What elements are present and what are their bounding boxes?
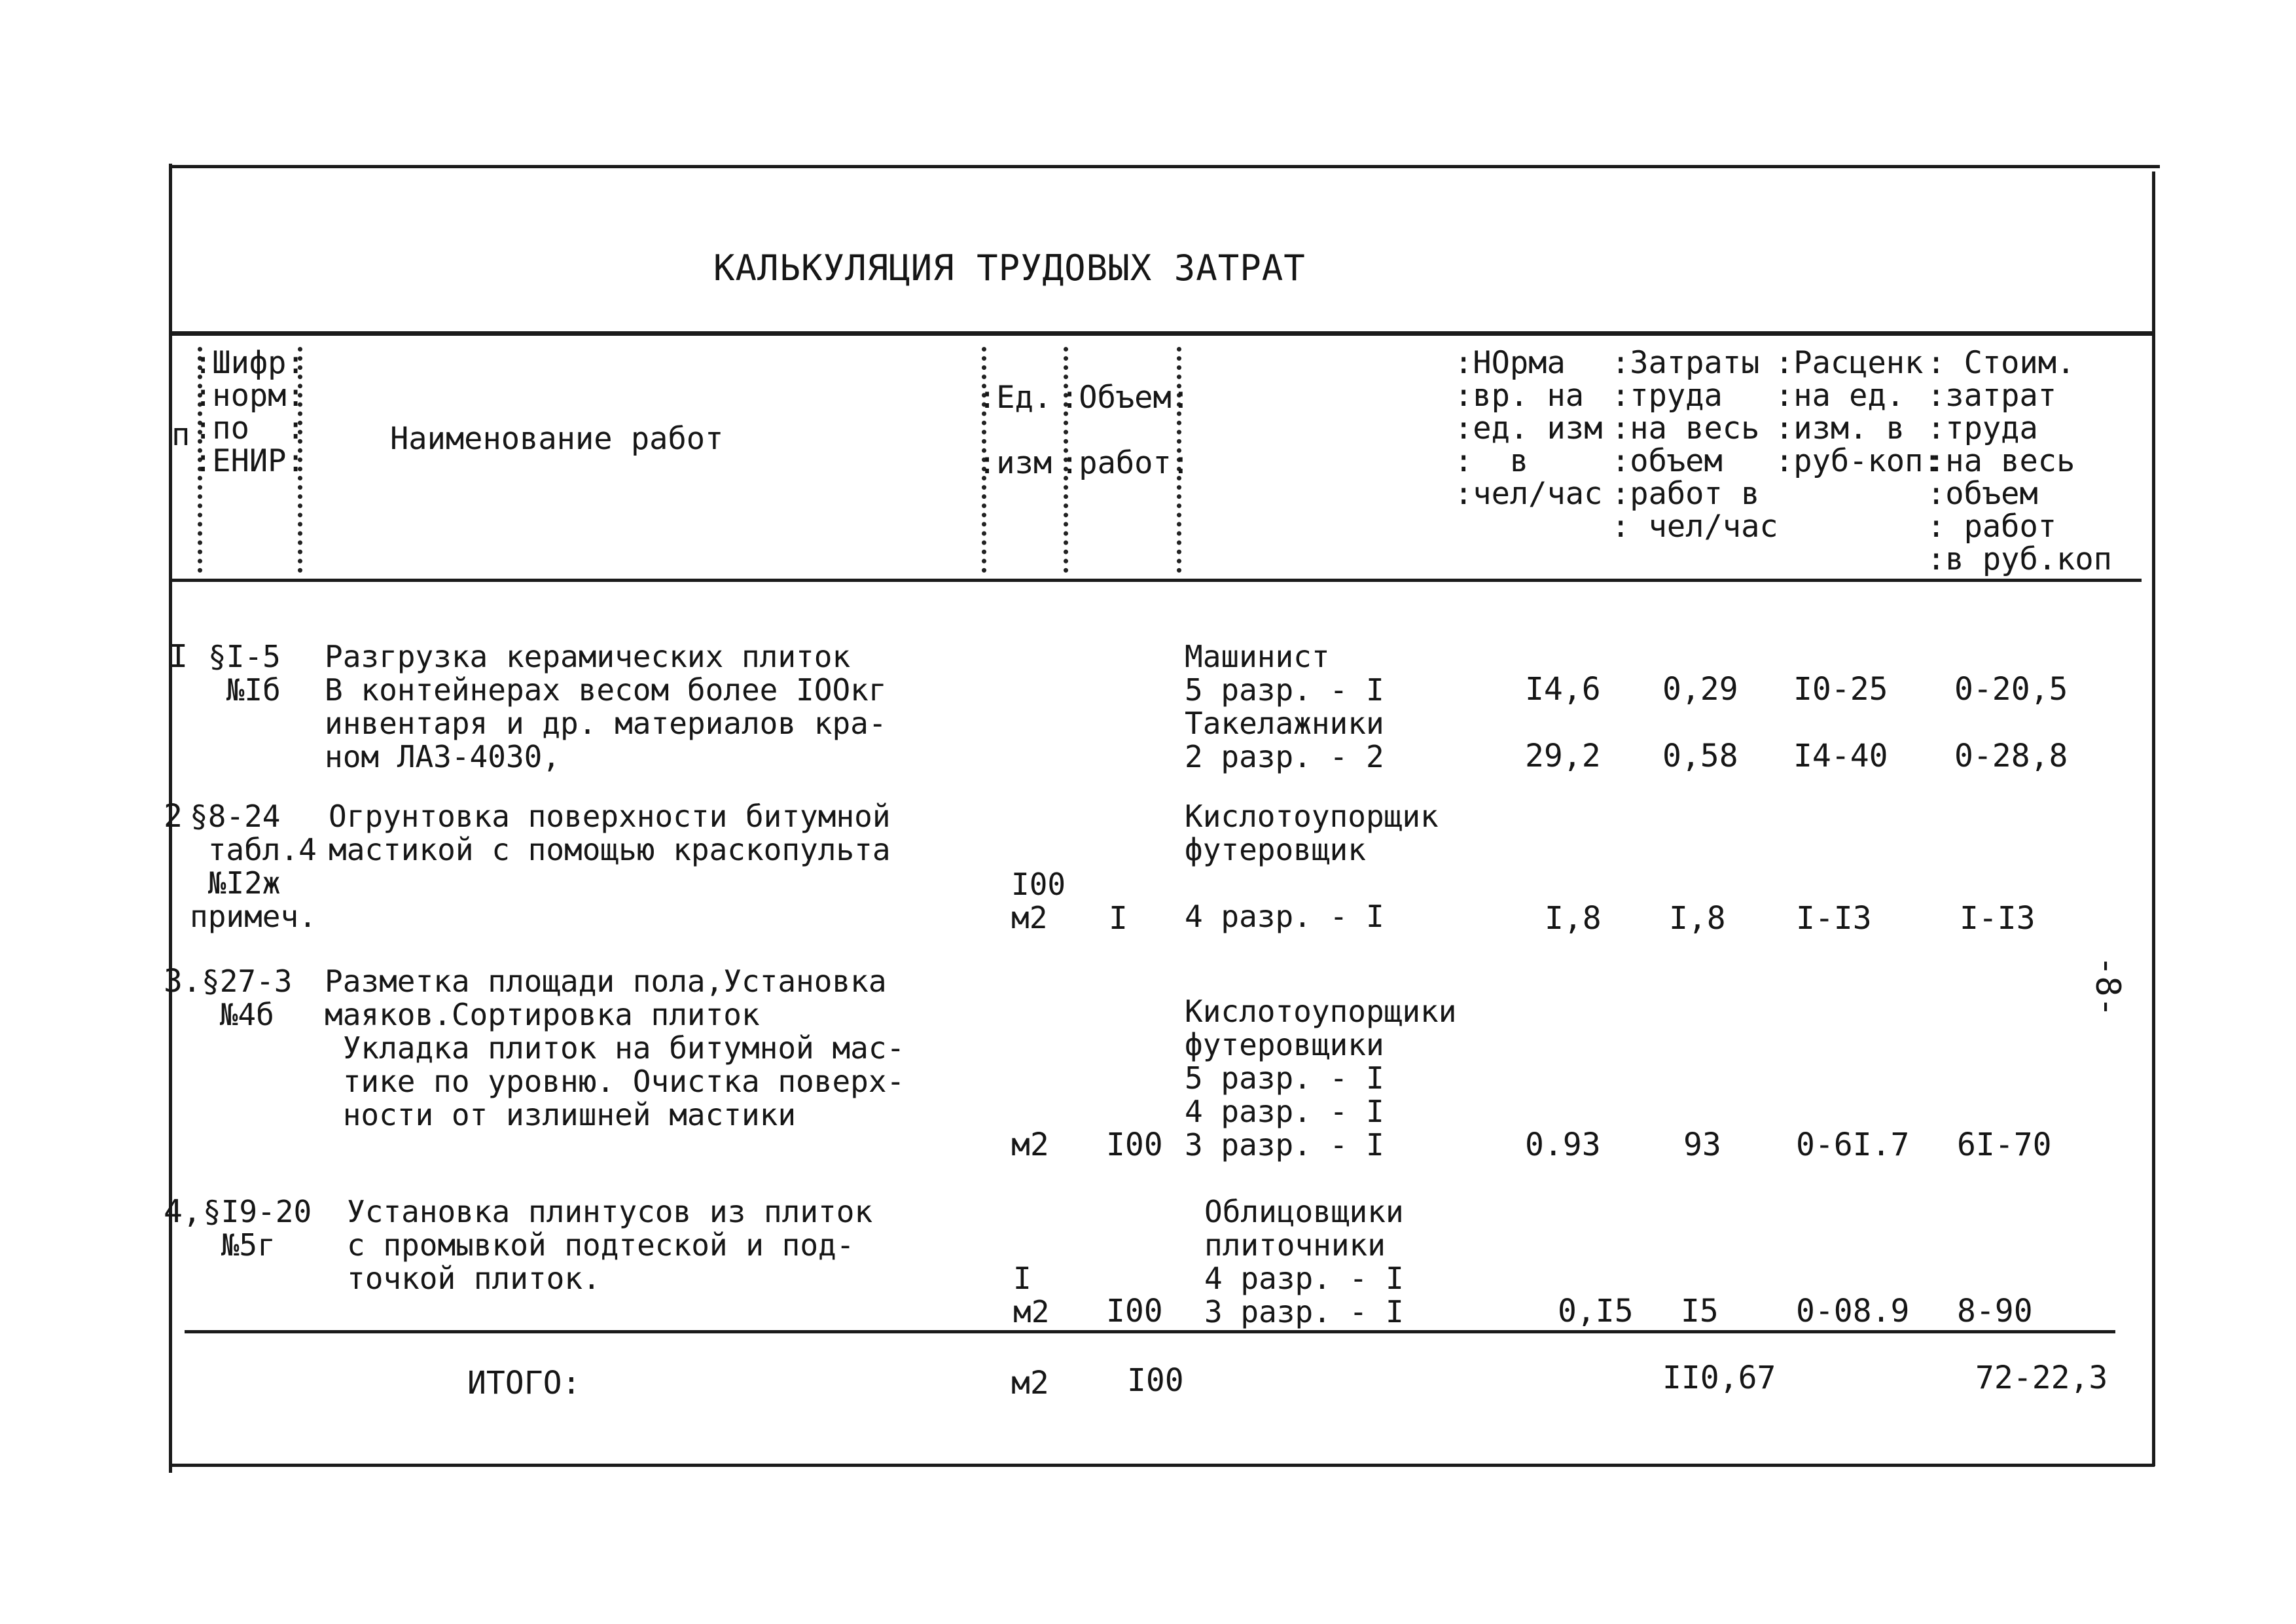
- row-labor: I,8: [1669, 900, 1726, 937]
- row-cost: 0-20,5: [1954, 671, 2068, 708]
- col-header-code: :Шифр: :норм: :по : :ЕНИР:: [194, 345, 305, 479]
- row-code: §8-24 табл.4 №I2ж примеч.: [190, 799, 317, 934]
- row-cost: 6I-70: [1957, 1127, 2052, 1163]
- total-unit: м2: [1011, 1365, 1049, 1401]
- frame-top: [171, 165, 2160, 168]
- row-number: I: [169, 638, 188, 675]
- row-work-name: Огрунтовка поверхности битумной мастикой с помощью краскопульта: [329, 799, 891, 867]
- row-norm: 0,I5: [1558, 1293, 1634, 1329]
- row-work-name: Разгрузка керамических плиток В контейнерах весом более IOOкг инвентаря и др. материалов кра- ном ЛАЗ-4030,: [325, 639, 887, 774]
- row-labor: 0,29: [1662, 671, 1738, 708]
- col-header-volume: :Объем: :работ:: [1060, 380, 1191, 481]
- page-title: КАЛЬКУЛЯЦИЯ ТРУДОВЫХ ЗАТРАТ: [713, 247, 1306, 289]
- row-volume: I: [1109, 900, 1128, 937]
- row-volume: I00: [1106, 1127, 1163, 1163]
- col-header-rate: :Расценк :на ед. :изм. в :руб-коп:: [1775, 345, 1942, 479]
- header-bottom-rule: [171, 579, 2142, 582]
- row-workers: Машинист 5 разр. - I Такелажники 2 разр. - 2: [1185, 639, 1384, 774]
- header-top-rule: [171, 331, 2155, 336]
- row-workers: Кислотоупорщик футеровщик 4 разр. - I: [1185, 799, 1439, 934]
- row-workers: Облицовщики плиточники 4 разр. - I 3 разр. - I: [1204, 1194, 1404, 1329]
- row-cost: 0-28,8: [1954, 738, 2068, 774]
- row-code: §I9-20 №5г: [203, 1194, 312, 1263]
- col-header-name: Наименование работ: [390, 421, 724, 457]
- row-code: §27-3 №4б: [202, 964, 293, 1032]
- row-volume: I00: [1106, 1293, 1163, 1329]
- row-workers: Кислотоупорщики футеровщики 5 разр. - I 4 разр. - I 3 разр. - I: [1185, 994, 1457, 1163]
- row-norm: I,8: [1545, 900, 1602, 937]
- row-unit: I00 м2: [1011, 867, 1066, 935]
- row-number: 3.: [164, 963, 202, 1000]
- row-work-name: Установка плинтусов из плиток с промывкой подтеской и под- точкой плиток.: [347, 1194, 873, 1296]
- row-number: 4,: [164, 1193, 202, 1230]
- total-labor: II0,67: [1662, 1360, 1776, 1396]
- row-rate: I4-40: [1793, 738, 1888, 774]
- col-header-labor: :Затраты :труда :на весь :объем :работ в : чел/час: [1611, 345, 1778, 545]
- row-unit: I м2: [1013, 1261, 1050, 1329]
- row-rate: 0-6I.7: [1796, 1127, 1910, 1163]
- totals-rule: [185, 1330, 2115, 1333]
- row-cost: 8-90: [1957, 1293, 2033, 1329]
- total-cost: 72-22,3: [1975, 1360, 2108, 1396]
- row-rate: 0-08.9: [1796, 1293, 1910, 1329]
- page-number: -8-: [2088, 956, 2127, 1017]
- row-unit: м2: [1011, 1127, 1049, 1163]
- row-cost: I-I3: [1960, 900, 2036, 937]
- frame-bottom: [171, 1464, 2155, 1467]
- row-rate: I0-25: [1793, 671, 1888, 708]
- col-header-norm: :НОрма :вр. на :ед. изм : в :чел/час: [1454, 345, 1603, 512]
- row-norm: I4,6: [1525, 671, 1601, 708]
- row-norm: 29,2: [1525, 738, 1601, 774]
- col-header-num: п: [171, 417, 190, 453]
- row-work-name: Разметка площади пола,Установка маяков.Сортировка плиток Укладка плиток на битумной мас- тике по уровню. Очистка поверх- ности от излишней мастики: [325, 964, 905, 1132]
- row-labor: 93: [1683, 1127, 1721, 1163]
- col-header-cost: : Стоим. :затрат :труда :на весь :объем : работ :в руб.коп: [1927, 345, 2112, 577]
- row-number: 2: [164, 798, 183, 835]
- frame-right: [2152, 171, 2155, 1466]
- row-labor: 0,58: [1662, 738, 1738, 774]
- row-code: §I-5 №Iб: [208, 639, 281, 708]
- row-rate: I-I3: [1796, 900, 1872, 937]
- total-label: ИТОГО:: [467, 1365, 581, 1401]
- row-labor: I5: [1681, 1293, 1719, 1329]
- row-norm: 0.93: [1525, 1127, 1601, 1163]
- col-header-unit: :Ед. :изм: [978, 380, 1052, 481]
- total-volume: I00: [1127, 1362, 1184, 1399]
